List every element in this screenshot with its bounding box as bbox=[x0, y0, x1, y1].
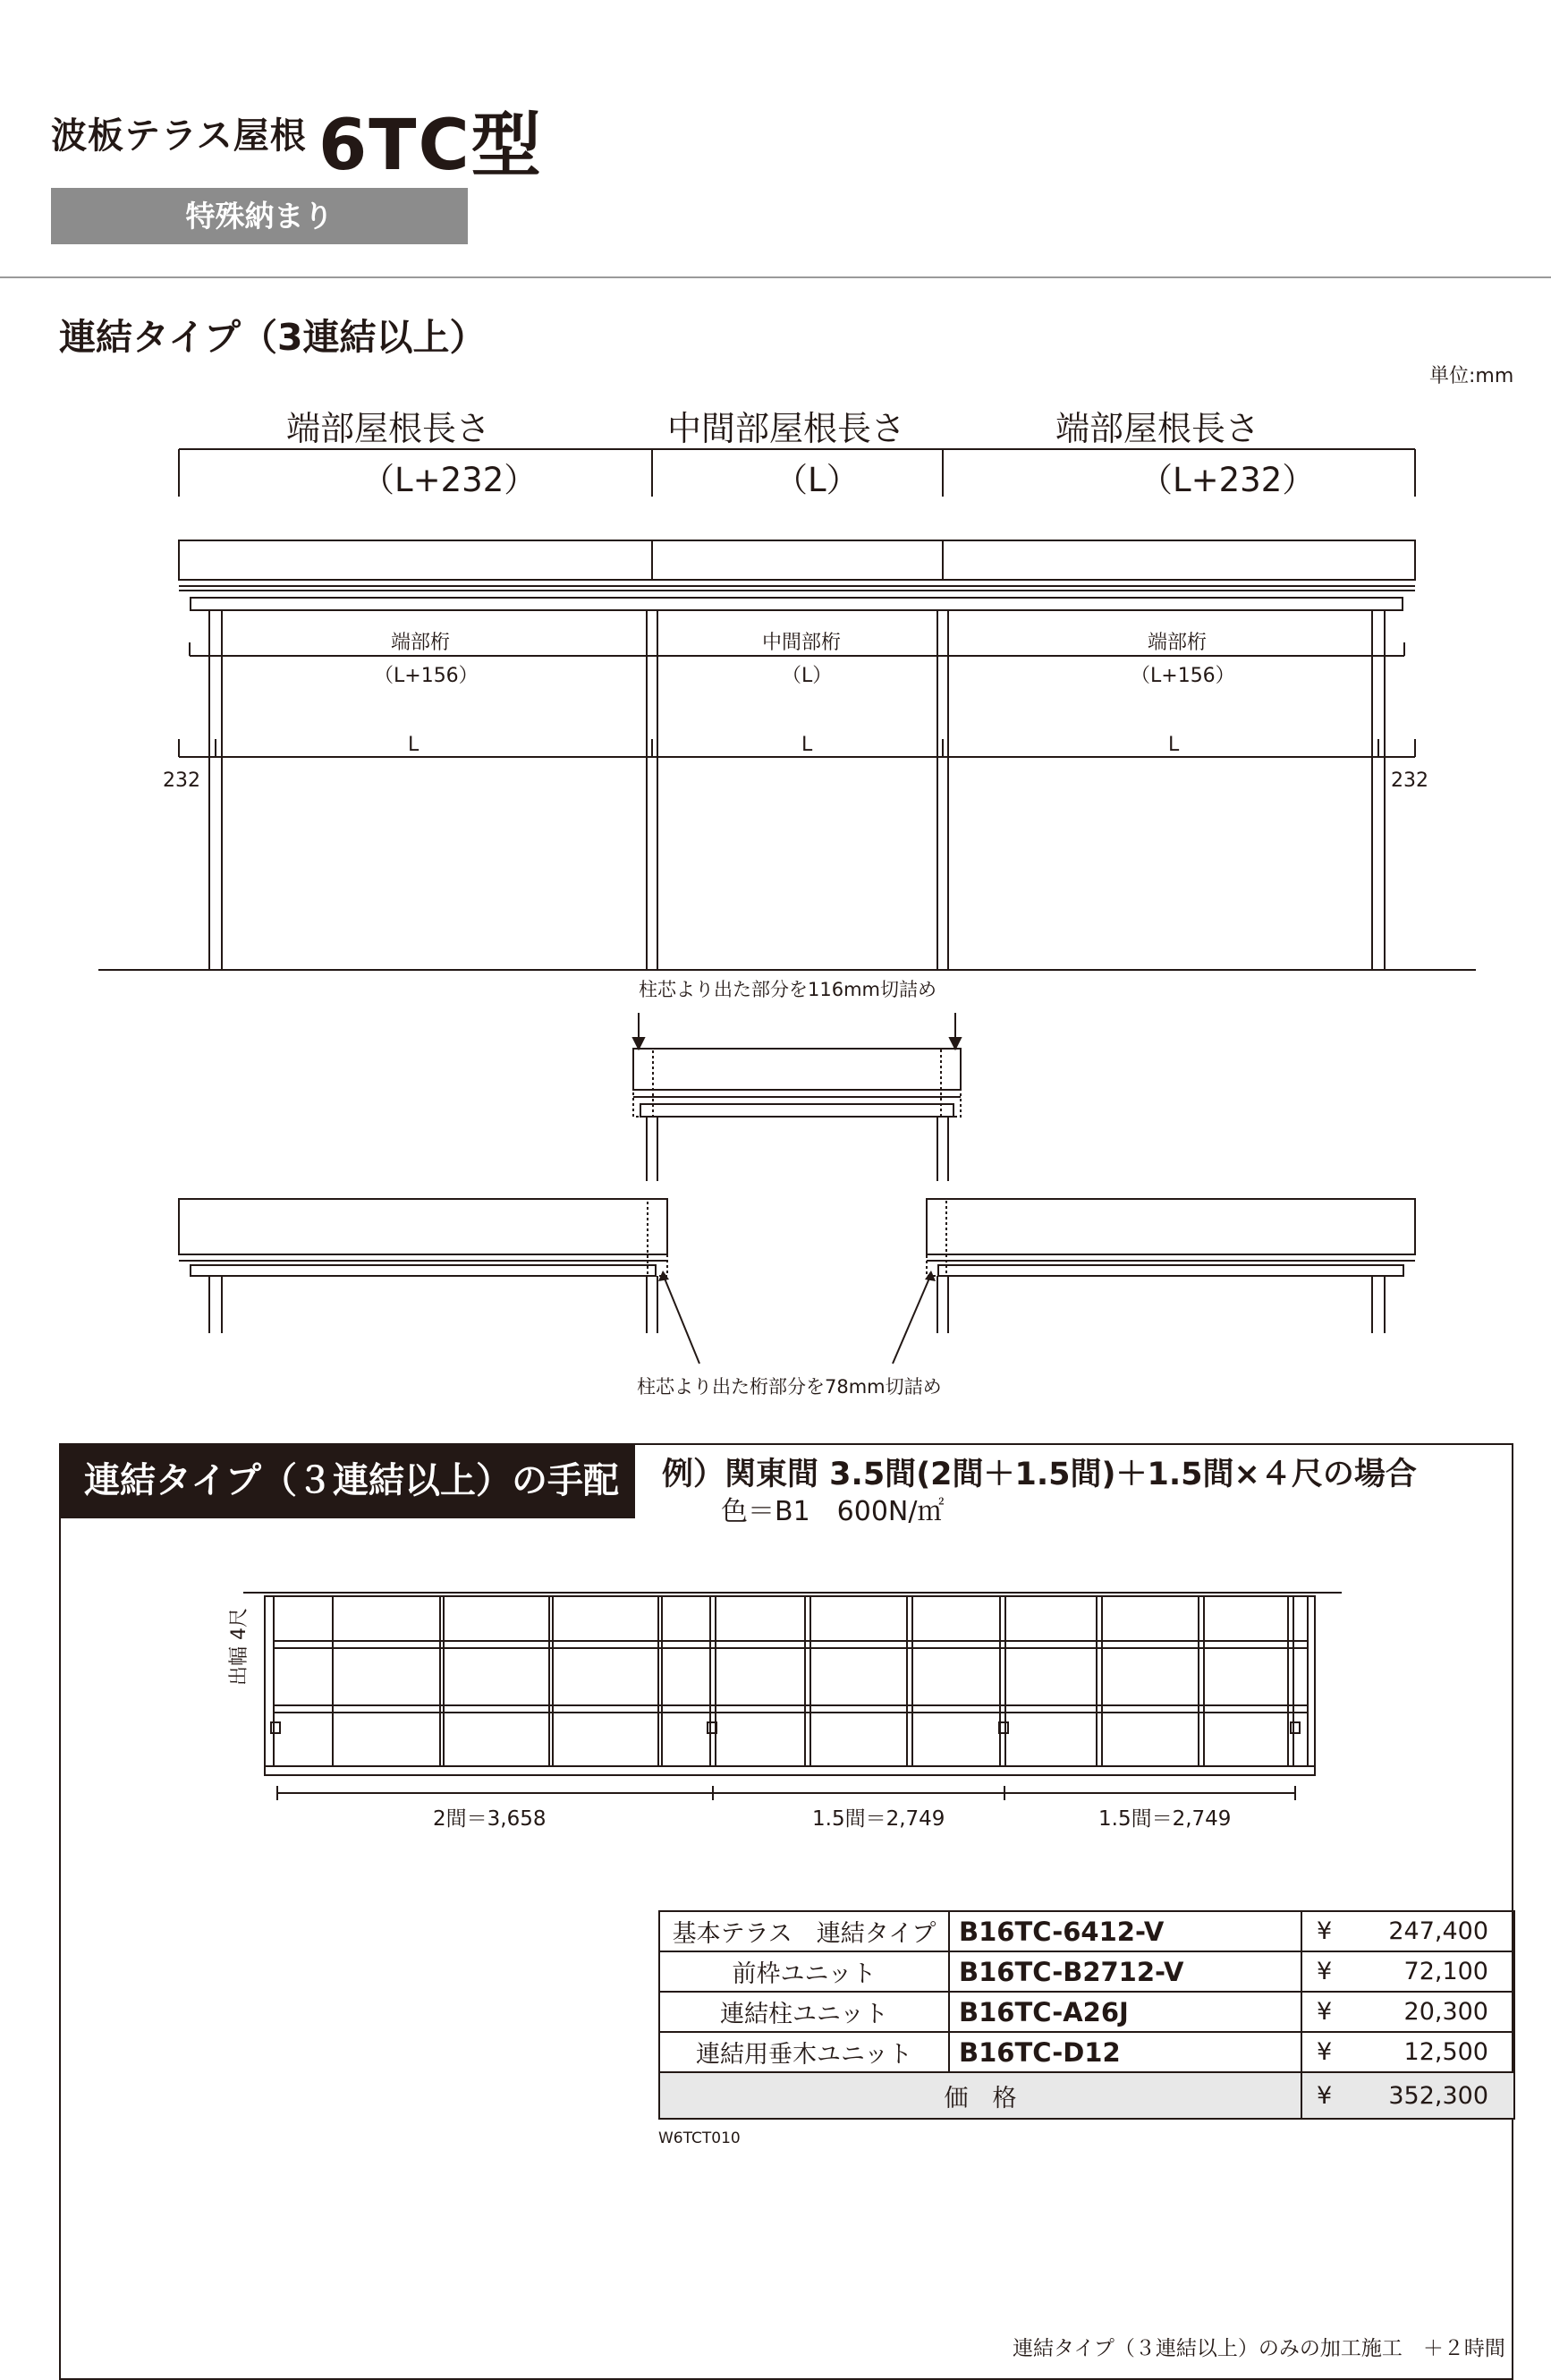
span-label-3: 1.5間＝2,749 bbox=[1098, 1807, 1232, 1831]
price-value: 12,500 bbox=[1403, 2038, 1488, 2066]
span-label-2: 1.5間＝2,749 bbox=[812, 1807, 945, 1831]
item-price bbox=[1301, 1911, 1514, 1951]
ordering-panel-title: 連結タイプ（３連結以上）の手配 bbox=[59, 1443, 635, 1518]
total-price bbox=[1301, 2072, 1514, 2119]
item-name: 前枠ユニット bbox=[659, 1951, 949, 1992]
total-label: 価 格 bbox=[659, 2072, 1301, 2119]
total-value: 352,300 bbox=[1388, 2081, 1488, 2110]
beam-label-middle: 中間部桁 bbox=[762, 632, 842, 654]
example-color-load: 色＝B1 600N/㎡ bbox=[721, 1496, 945, 1527]
beam-dim-middle: （L） bbox=[782, 665, 833, 687]
table-row bbox=[659, 1951, 1514, 1992]
footnote: 連結タイプ（３連結以上）のみの加工施工 ＋２時間 bbox=[1013, 2337, 1505, 2360]
roof-dim-left: （L+232） bbox=[361, 461, 538, 499]
roof-dim-middle: （L） bbox=[775, 461, 860, 499]
sub-category-band: 特殊納まり bbox=[51, 188, 468, 244]
beam-span-left: L bbox=[408, 734, 420, 756]
product-title: 波板テラス屋根 bbox=[51, 115, 307, 157]
example-description: 例）関東間 3.5間(2間＋1.5間)＋1.5間×４尺の場合 bbox=[662, 1457, 1417, 1492]
section-title-connection-type: 連結タイプ（3連結以上） bbox=[59, 316, 487, 359]
beam-label-left: 端部桁 bbox=[391, 632, 451, 654]
beam-dim-right: （L+156） bbox=[1131, 665, 1235, 687]
yen-sign: ¥ bbox=[1317, 1917, 1333, 1945]
roof-label-middle: 中間部屋根長さ bbox=[667, 409, 906, 448]
item-code: B16TC-A26J bbox=[949, 1992, 1301, 2032]
cut-note-top: 柱芯より出た部分を116mm切詰め bbox=[639, 979, 937, 1000]
table-row bbox=[659, 2032, 1514, 2072]
yen-sign: ¥ bbox=[1317, 2081, 1333, 2110]
beam-label-right: 端部桁 bbox=[1148, 632, 1208, 654]
depth-label: 出幅 4尺 bbox=[228, 1608, 250, 1686]
table-row bbox=[659, 1911, 1514, 1951]
span-label-1: 2間＝3,658 bbox=[433, 1807, 547, 1831]
item-code: B16TC-6412-V bbox=[949, 1911, 1301, 1951]
item-price bbox=[1301, 1992, 1514, 2032]
yen-sign: ¥ bbox=[1317, 2038, 1333, 2066]
offset-right-label: 232 bbox=[1391, 769, 1428, 792]
item-price bbox=[1301, 1951, 1514, 1992]
price-value: 20,300 bbox=[1403, 1998, 1488, 2026]
beam-span-right: L bbox=[1168, 734, 1180, 756]
offset-left-label: 232 bbox=[163, 769, 200, 792]
table-row bbox=[659, 1992, 1514, 2032]
catalog-code: W6TCT010 bbox=[658, 2129, 741, 2147]
yen-sign: ¥ bbox=[1317, 1958, 1333, 1985]
price-value: 72,100 bbox=[1403, 1958, 1488, 1985]
item-name: 連結用垂木ユニット bbox=[659, 2032, 949, 2072]
price-value: 247,400 bbox=[1388, 1917, 1488, 1945]
item-price bbox=[1301, 2032, 1514, 2072]
cut-note-bottom: 柱芯より出た桁部分を78mm切詰め bbox=[637, 1376, 942, 1398]
price-table bbox=[658, 1910, 1515, 2120]
item-name: 基本テラス 連結タイプ bbox=[659, 1911, 949, 1951]
roof-dim-right: （L+232） bbox=[1140, 461, 1316, 499]
roof-label-right: 端部屋根長さ bbox=[1055, 409, 1260, 448]
item-code: B16TC-D12 bbox=[949, 2032, 1301, 2072]
yen-sign: ¥ bbox=[1317, 1998, 1333, 2026]
total-row bbox=[659, 2072, 1514, 2119]
beam-span-middle: L bbox=[801, 734, 813, 756]
unit-label: 単位:mm bbox=[1429, 365, 1514, 387]
item-code: B16TC-B2712-V bbox=[949, 1951, 1301, 1992]
item-name: 連結柱ユニット bbox=[659, 1992, 949, 2032]
roof-label-left: 端部屋根長さ bbox=[286, 409, 491, 448]
beam-dim-left: （L+156） bbox=[374, 665, 479, 687]
product-model: 6TC型 bbox=[318, 106, 543, 186]
